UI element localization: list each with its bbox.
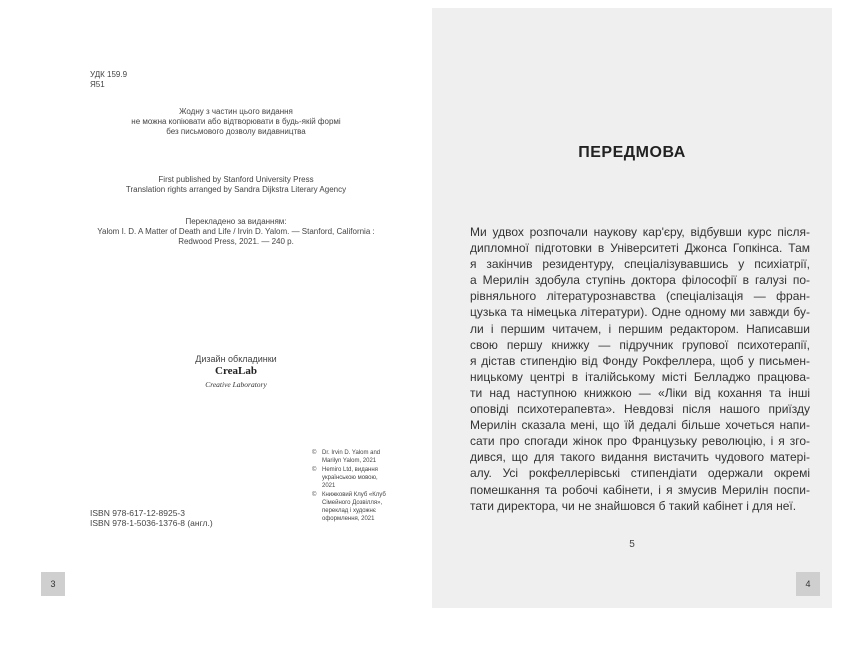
translated-from-label: Перекладено за виданням: [185,217,287,226]
paragraph-line: я закінчив резидентуру, спеціалізувавшись у психіатрії, [470,257,810,272]
isbn-block [90,508,213,528]
copyright-line: Сімейного Дозвілля», [322,500,383,506]
isbn-ukrainian: ISBN 978-617-12-8925-3 [90,508,185,518]
paragraph-line: тати директора, чи не знайшовся б такий кабінет і для неї. [470,498,797,513]
paragraph-line: я дістав стипендію від Фонду Рокфеллера, щоб у письмен- [470,353,810,368]
translation-rights-line: Translation rights arranged by Sandra Dijkstra Literary Agency [125,185,347,194]
page-number-right[interactable]: 4 [796,572,820,596]
preface-paragraph [470,224,810,514]
paragraph-line: дився, що для такого видання вистачить чудового матері- [470,450,810,465]
paragraph-line: а Мерилін здобула ступінь доктора філософії в галузі по- [470,273,810,288]
copyright-line: українською мовою, [322,475,378,481]
paragraph-line: помешкання та робочі кабінети, і я змусив Мерилін поспи- [470,482,810,497]
rights-notice-line: без письмового дозволу видавництва [166,127,306,136]
copyright-mark: © [312,467,317,473]
copyright-line: Marilyn Yalom, 2021 [322,458,377,464]
translated-from-block [40,217,432,247]
original-citation-line: Yalom I. D. A Matter of Death and Life / Irvin D. Yalom. — Stanford, California : [97,227,375,236]
udk-code: УДК 159.9 [90,70,128,79]
paragraph-line: ницькому центрі в італійському місті Белладжо працюва- [470,369,810,384]
copyright-item [312,449,386,465]
copyright-line: переклад і художнє [322,508,376,514]
left-page [40,8,432,608]
author-code: Я51 [90,80,105,89]
copyright-item [312,466,386,490]
paragraph-line: ли і першим читачем, і першим редактором. Написавши [470,321,810,336]
cover-design-brand: CreaLab [215,365,257,377]
copyright-line: оформлення, 2021 [322,516,375,522]
original-citation-line: Redwood Press, 2021. — 240 р. [178,237,294,246]
cover-design-subtitle: Creative Laboratory [205,380,267,389]
copyright-line: Dr. Irvin D. Yalom and [322,450,381,456]
isbn-english: ISBN 978-1-5036-1376-8 (англ.) [90,518,213,528]
paragraph-line: дипломної підготовки в Університеті Джонса Гопкінса. Там [470,241,810,256]
right-page [432,8,832,608]
page-number-left[interactable]: 3 [41,572,65,596]
paragraph-line: свою першу книжку — підручник групової психотерапії, [470,337,810,352]
first-published-line: First published by Stanford University Press [158,175,314,184]
copyright-mark: © [312,450,317,456]
paragraph-line: ти над наступною книжкою — «Ліки від кохання та інші [470,385,810,400]
rights-notice-line: Жодну з частин цього видання [179,107,293,116]
first-published-block [40,175,432,195]
paragraph-line: Ми удвох розпочали наукову кар'єру, відбувши курс після- [470,225,810,239]
copyright-line: 2021 [322,483,336,489]
rights-notice [40,107,432,137]
paragraph-line: алу. Усі рокфеллерівські стипендіати одержали окремі [470,466,810,481]
copyright-item [312,491,386,523]
paragraph-line: рівняльного літературознавства (спеціалізація — фран- [470,289,810,304]
rights-notice-line: не можна копіювати або відтворювати в будь-якій формі [131,117,341,126]
cover-design-label: Дизайн обкладинки [195,354,277,364]
copyright-line: Книжковий Клуб «Клуб [322,492,386,498]
paragraph-line: оповіді психотерапевта». Невдовзі після нашого приїзду [470,402,810,417]
chapter-heading: ПЕРЕДМОВА [578,144,686,161]
paragraph-line: сати про спогади жінок про Французьку революцію, і я зго- [470,434,810,449]
copyright-list [312,449,386,524]
inner-page-number: 5 [629,539,635,550]
paragraph-line: цузька та німецька літератури). Одне одному ми завжди бу- [470,305,810,320]
copyright-mark: © [312,492,317,498]
paragraph-line: Мерилін сказала мені, що їй дедалі більше хочеться напи- [470,418,810,433]
copyright-line: Hemiro Ltd, видання [322,467,378,473]
